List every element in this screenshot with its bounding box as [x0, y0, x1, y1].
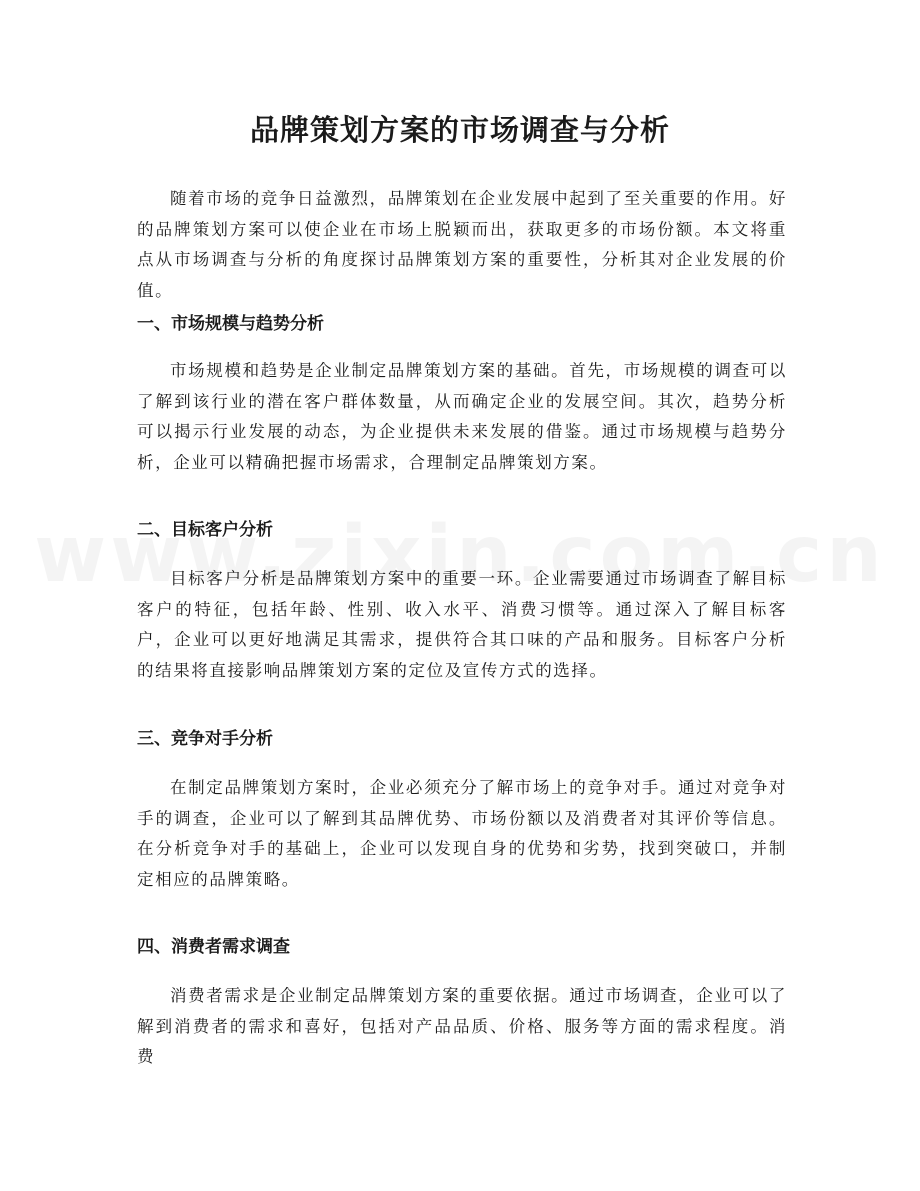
- section-heading-3: 三、竞争对手分析: [137, 729, 273, 749]
- section-body-3: 在制定品牌策划方案时，企业必须充分了解市场上的竞争对手。通过对竞争对手的调查，企业可以了解到其品牌优势、市场份额以及消费者对其评价等信息。在分析竞争对手的基础上，企业可以发现自身的优势和劣势，找到突破口，并制定相应的品牌策略。: [137, 778, 787, 889]
- section-body-4: 消费者需求是企业制定品牌策划方案的重要依据。通过市场调查，企业可以了解到消费者的需求和喜好，包括对产品品质、价格、服务等方面的需求程度。消费: [137, 986, 787, 1066]
- section-heading-2: 二、目标客户分析: [137, 520, 273, 540]
- section-body-1: 市场规模和趋势是企业制定品牌策划方案的基础。首先，市场规模的调查可以了解到该行业的潜在客户群体数量，从而确定企业的发展空间。其次，趋势分析可以揭示行业发展的动态，为企业提供未来发展的借鉴。通过市场规模与趋势分析，企业可以精确把握市场需求，合理制定品牌策划方案。: [137, 361, 787, 472]
- intro-paragraph: 随着市场的竞争日益激烈，品牌策划在企业发展中起到了至关重要的作用。好的品牌策划方案可以使企业在市场上脱颖而出，获取更多的市场份额。本文将重点从市场调查与分析的角度探讨品牌策划方案的重要性，分析其对企业发展的价值。: [137, 189, 787, 300]
- document-title: 品牌策划方案的市场调查与分析: [249, 113, 670, 147]
- section-heading-1: 一、市场规模与趋势分析: [137, 314, 324, 334]
- section-heading-4: 四、消费者需求调查: [137, 937, 290, 957]
- section-body-2: 目标客户分析是品牌策划方案中的重要一环。企业需要通过市场调查了解目标客户的特征，包括年龄、性别、收入水平、消费习惯等。通过深入了解目标客户，企业可以更好地满足其需求，提供符合其口味的产品和服务。目标客户分析的结果将直接影响品牌策划方案的定位及宣传方式的选择。: [137, 569, 787, 680]
